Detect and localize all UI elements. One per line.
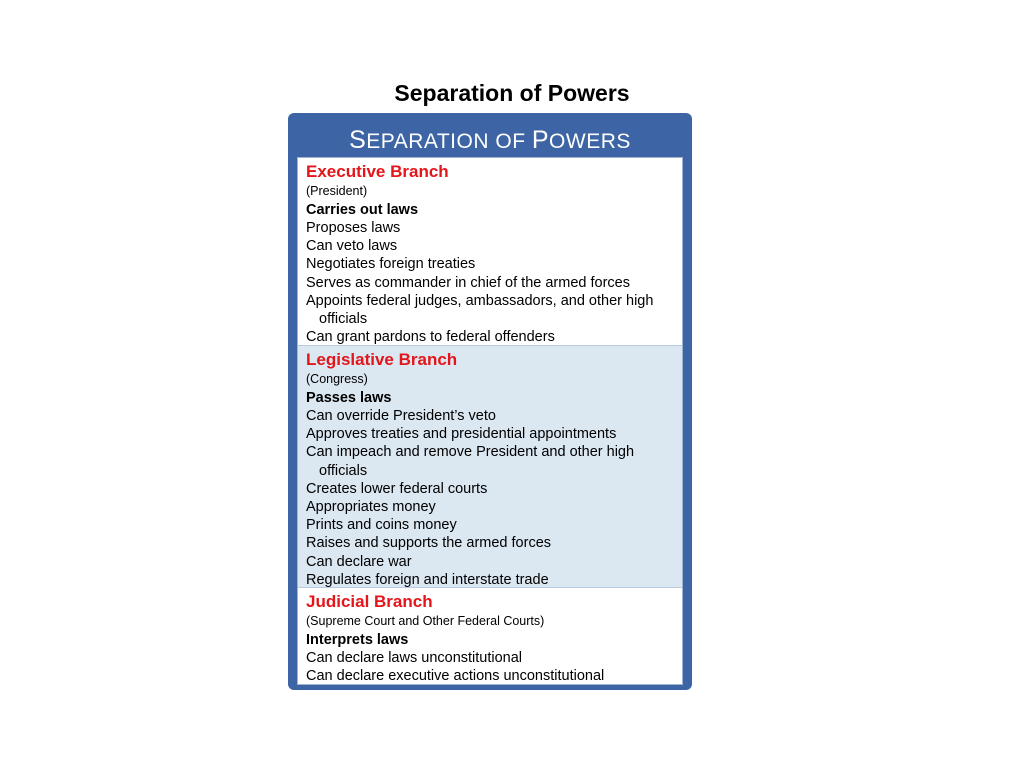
power-item: Regulates foreign and interstate trade [306,571,549,588]
power-item: Approves treaties and presidential appointments [306,426,617,443]
branch-main-power: Passes laws [306,390,392,406]
branch-subtitle: (President) [306,184,368,198]
power-item: Can declare executive actions unconstitutional [306,668,605,685]
power-item: Raises and supports the armed forces [306,535,552,552]
branch-subtitle: (Supreme Court and Other Federal Courts) [306,614,545,628]
branch-title: Judicial Branch [306,592,433,611]
card-body [297,157,683,685]
separation-of-powers-card [288,113,692,690]
power-item: Can veto laws [306,238,398,255]
power-item: Proposes laws [306,220,401,236]
power-item: Can declare war [306,553,412,570]
power-item: Negotiates foreign treaties [306,256,476,273]
legislative-branch-section [298,345,682,588]
branch-main-power: Carries out laws [306,202,419,218]
power-item: Creates lower federal courts [306,480,488,497]
power-item: Can declare laws unconstitutional [306,650,523,666]
branch-subtitle: (Congress) [306,372,368,386]
power-item: Can impeach and remove President and other high officials [306,444,635,479]
slide-title: Separation of Powers [394,80,630,106]
branch-title: Executive Branch [306,162,449,181]
power-item: Serves as commander in chief of the armed forces [306,274,630,291]
power-item: Prints and coins money [306,517,457,534]
power-item: Can grant pardons to federal offenders [306,329,555,346]
power-item: Appropriates money [306,499,436,516]
power-item: Appoints federal judges, ambassadors, and other high officials [306,292,654,328]
executive-branch-section [298,158,682,345]
branch-main-power: Interprets laws [306,632,409,648]
card-header: SEPARATION OF POWERS [349,126,631,154]
power-item: Can override President’s veto [306,408,496,424]
judicial-branch-section [298,588,682,685]
branch-title: Legislative Branch [306,350,458,369]
